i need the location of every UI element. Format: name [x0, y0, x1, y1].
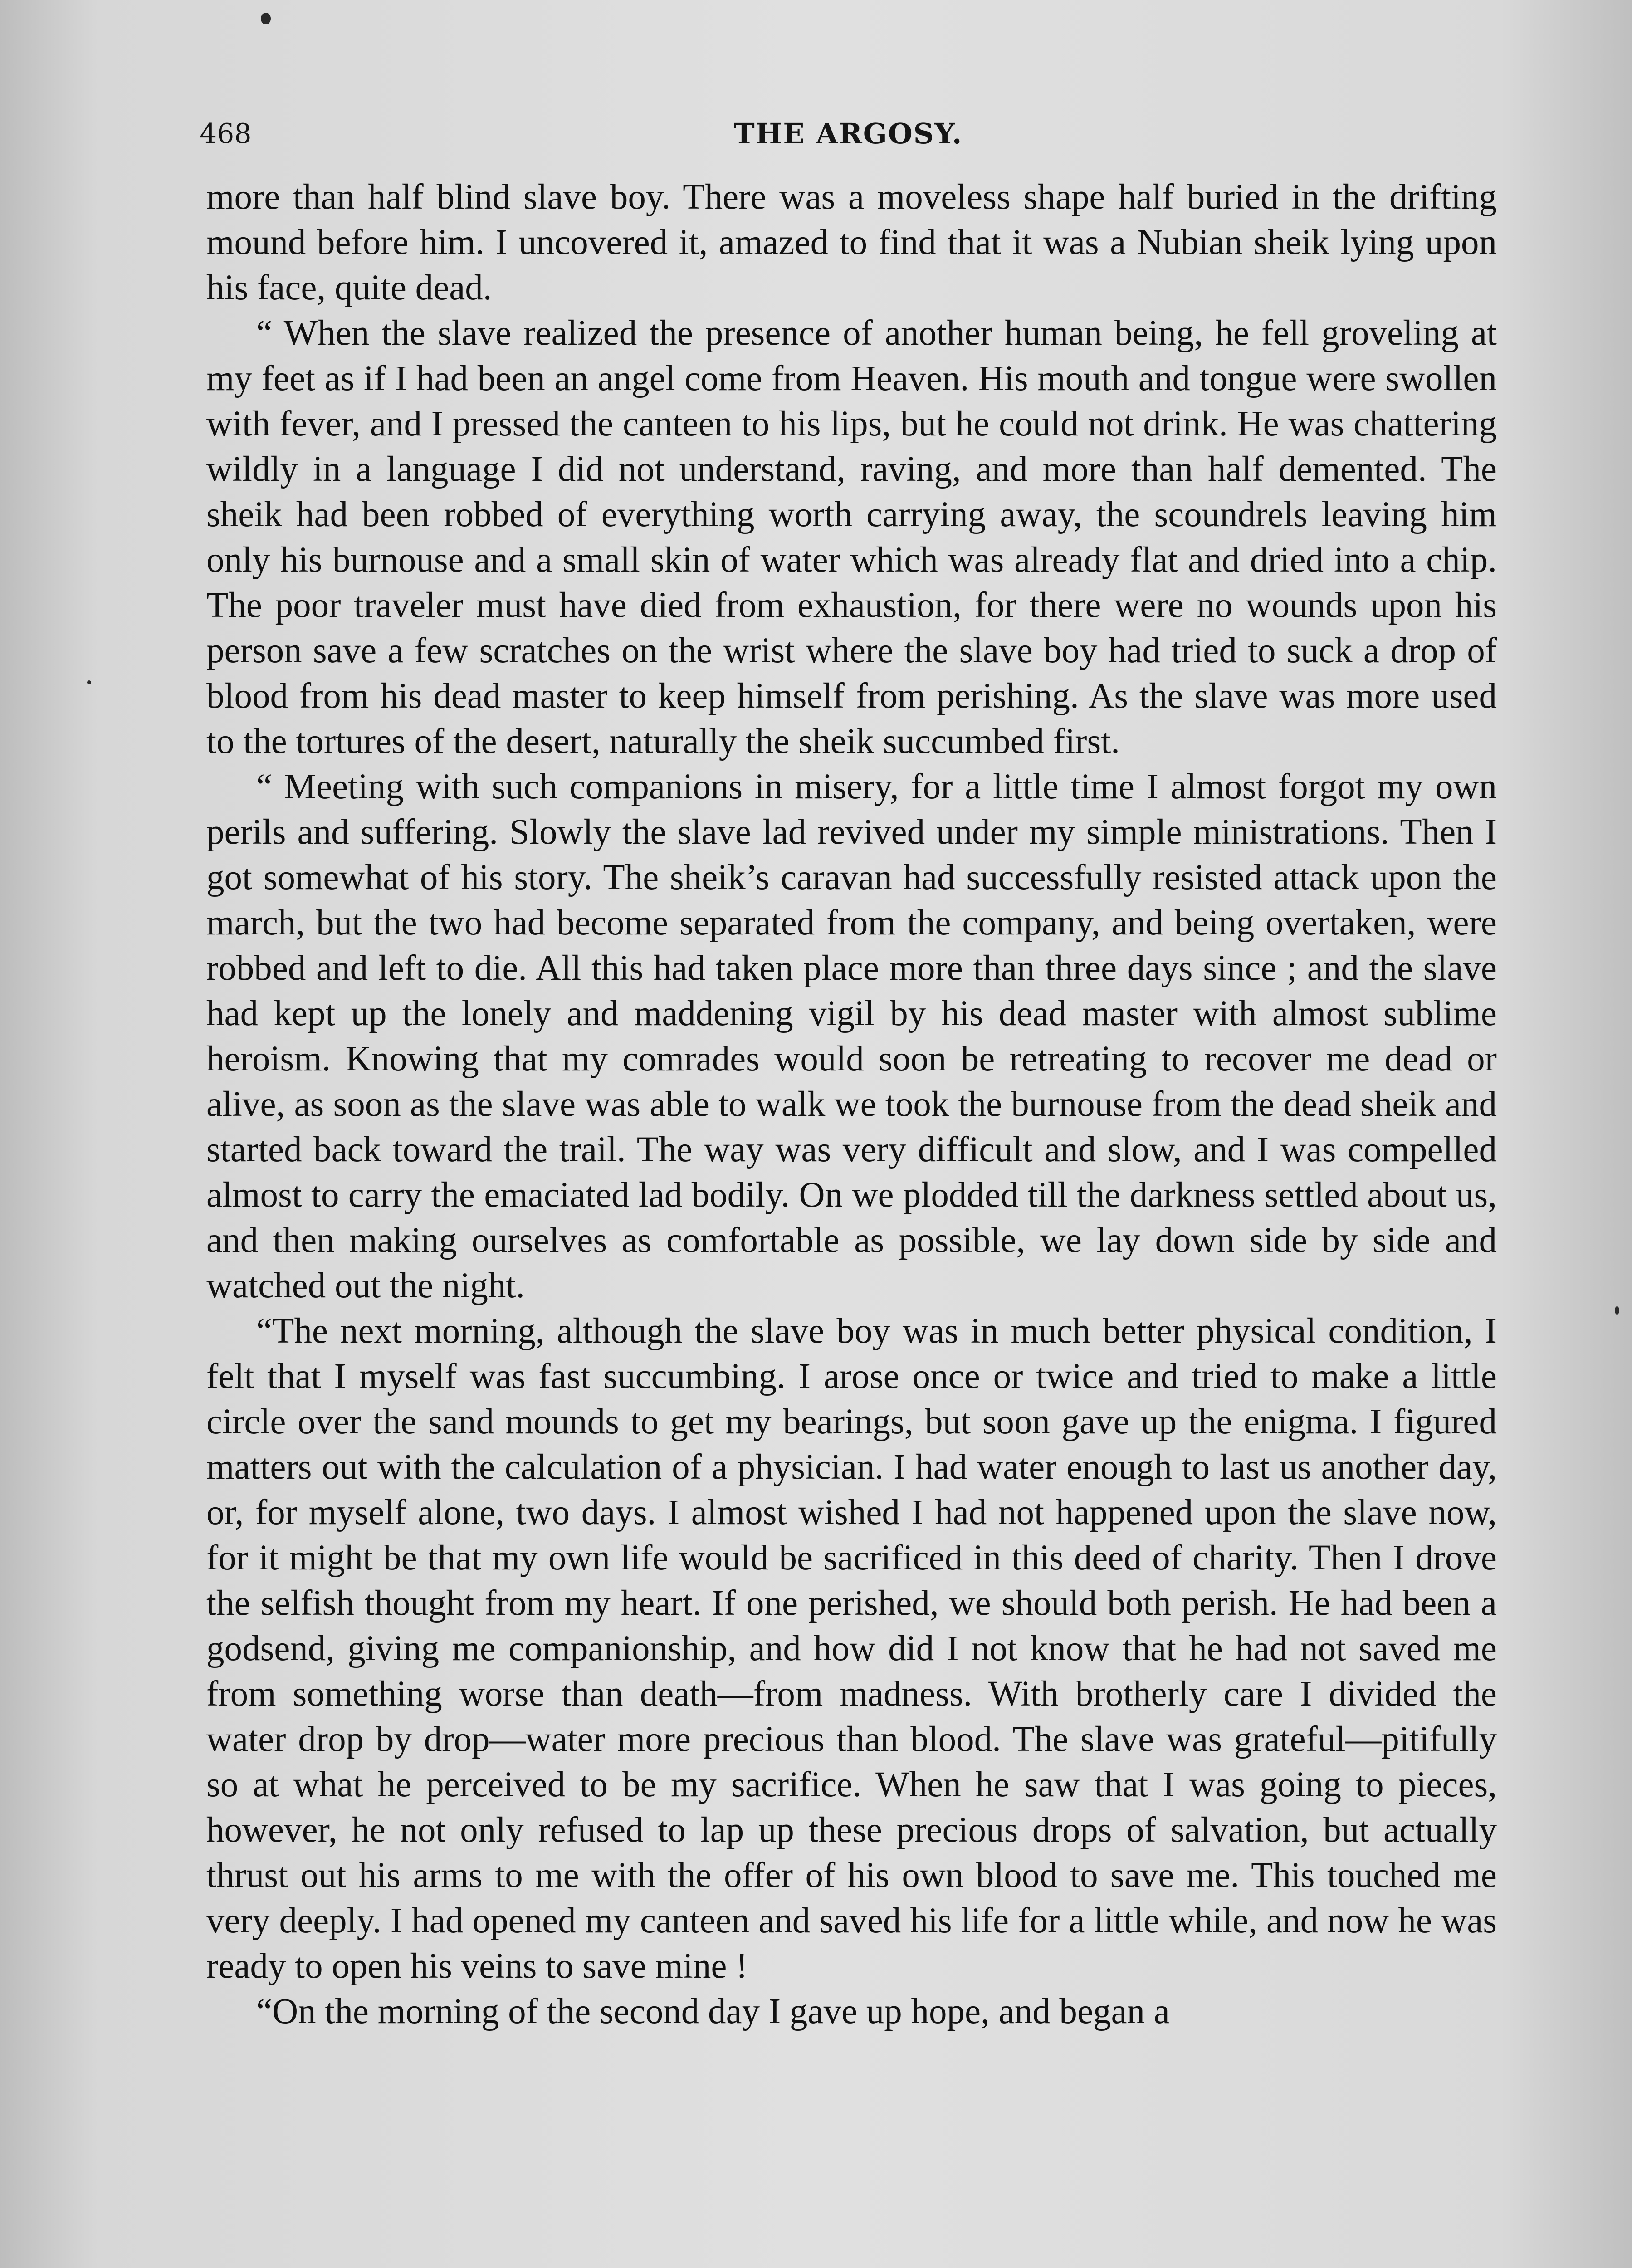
- running-title: THE ARGOSY.: [733, 117, 963, 150]
- paragraph: “The next morning, although the slave boy was in much better physical condition, I felt that I myself was fast succumbing. I arose once or twice and tried to make a little circle over the sand mounds to get my bearings, but soon gave up the enigma. I figured matters out with the calculation of a physician. I had water enough to last us another day, or, for myself alone, two days. I almost wished I had not happened upon the slave now, for it might be that my own life would be sacrificed in this deed of charity. Then I drove the selfish thought from my heart. If one perished, we should both perish. He had been a godsend, giving me companionship, and how did I not know that he had not saved me from something worse than death—from madness. With brotherly care I divided the water drop by drop—water more precious than blood. The slave was grateful—pitifully so at what he perceived to be my sacrifice. When he saw that I was going to pieces, however, he not only refused to lap up these precious drops of salvation, but actually thrust out his arms to me with the offer of his own blood to save me. This touched me very deeply. I had opened my canteen and saved his life for a little while, and now he was ready to open his veins to save mine !: [206, 1311, 1497, 1986]
- paragraph: “ When the slave realized the presence of another human being, he fell groveling at my feet as if I had been an angel come from Heaven. His mouth and tongue were swollen with fever, and I pressed the canteen to his lips, but he could not drink. He was chattering wildly in a language I did not understand, raving, and more than half demented. The sheik had been robbed of everything worth carrying away, the scoundrels leaving him only his burnouse and a small skin of water which was already flat and dried into a chip. The poor traveler must have died from exhaustion, for there were no wounds upon his person save a few scratches on the wrist where the slave boy had tried to suck a drop of blood from his dead master to keep himself from perishing. As the slave was more used to the tortures of the desert, naturally the sheik succumbed first.: [206, 313, 1497, 761]
- ink-speck: [1615, 1306, 1619, 1315]
- page-number: 468: [200, 118, 252, 150]
- ink-speck: [87, 680, 91, 684]
- paragraph: “ Meeting with such companions in misery, for a little time I almost forgot my own perils and suffering. Slowly the slave lad revived under my simple ministrations. Then I got somewhat of his story. The sheik’s caravan had successfully resisted attack upon the march, but the two had become separated from the company, and being overtaken, were robbed and left to die. All this had taken place more than three days since ; and the slave had kept up the lonely and maddening vigil by his dead master with almost sublime heroism. Knowing that my comrades would soon be retreating to recover me dead or alive, as soon as the slave was able to walk we took the burnouse from the dead sheik and started back toward the trail. The way was very difficult and slow, and I was compelled almost to carry the emaciated lad bodily. On we plodded till the darkness settled about us, and then making ourselves as comfortable as possible, we lay down side by side and watched out the night.: [206, 767, 1497, 1305]
- running-header: [200, 113, 1497, 163]
- body-text: [206, 175, 1497, 2034]
- ink-speck: [261, 13, 271, 24]
- paragraph: more than half blind slave boy. There was a moveless shape half buried in the drifting mound before him. I uncovered it, amazed to find that it was a Nubian sheik lying upon his face, quite dead.: [206, 177, 1497, 308]
- paragraph: “On the morning of the second day I gave up hope, and began a: [256, 1992, 1170, 2031]
